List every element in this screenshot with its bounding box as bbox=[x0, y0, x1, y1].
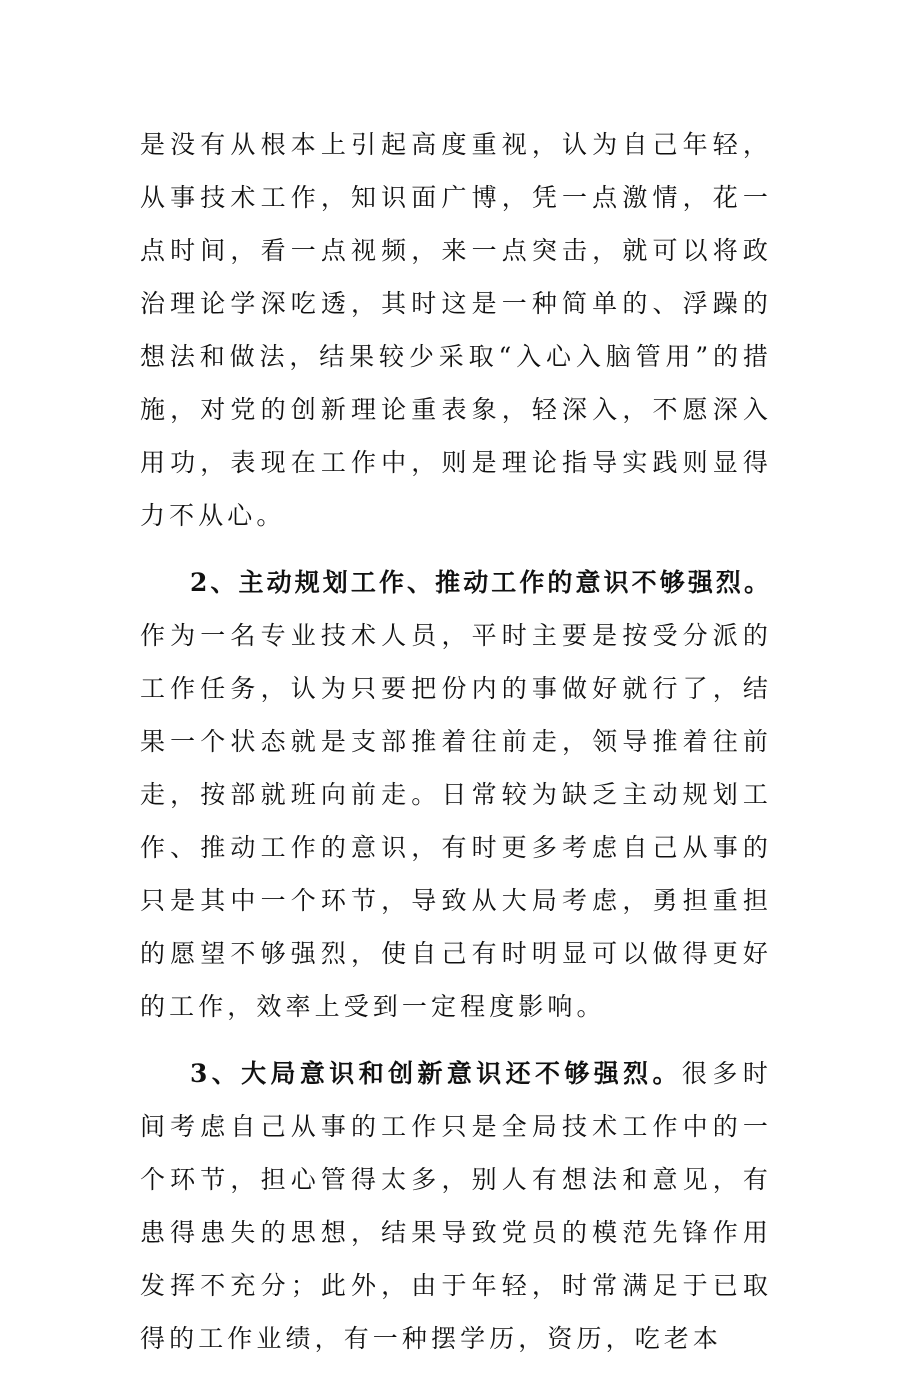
paragraph-point-3 bbox=[140, 1047, 772, 1365]
paragraph-text: 很多时间考虑自己从事的工作只是全局技术工作中的一个环节，担心管得太多，别人有想法和意见，有患得患失的思想，结果导致党员的模范先锋作用发挥不充分；此外，由于年轻，时常满足于已取得的工作业绩，有一种摆学历，资历，吃老本 bbox=[140, 1059, 772, 1353]
paragraph-heading: 3、大局意识和创新意识还不够强烈。 bbox=[190, 1059, 682, 1088]
paragraph-heading: 2、主动规划工作、推动工作的意识不够强烈。 bbox=[190, 568, 772, 597]
paragraph-point-2 bbox=[140, 556, 772, 1033]
document-body bbox=[140, 118, 772, 1379]
paragraph-continuation bbox=[140, 118, 772, 542]
paragraph-text: 作为一名专业技术人员，平时主要是按受分派的工作任务，认为只要把份内的事做好就行了，结果一个状态就是支部推着往前走，领导推着往前走，按部就班向前走。日常较为缺乏主动规划工作、推动工作的意识，有时更多考虑自己从事的只是其中一个环节，导致从大局考虑，勇担重担的愿望不够强烈，使自己有时明显可以做得更好的工作，效率上受到一定程度影响。 bbox=[140, 621, 772, 1021]
paragraph-text: 是没有从根本上引起高度重视，认为自己年轻，从事技术工作，知识面广博，凭一点激情，花一点时间，看一点视频，来一点突击，就可以将政治理论学深吃透，其时这是一种简单的、浮躁的想法和做法，结果较少采取“入心入脑管用”的措施，对党的创新理论重表象，轻深入，不愿深入用功，表现在工作中，则是理论指导实践则显得力不从心。 bbox=[140, 130, 772, 530]
